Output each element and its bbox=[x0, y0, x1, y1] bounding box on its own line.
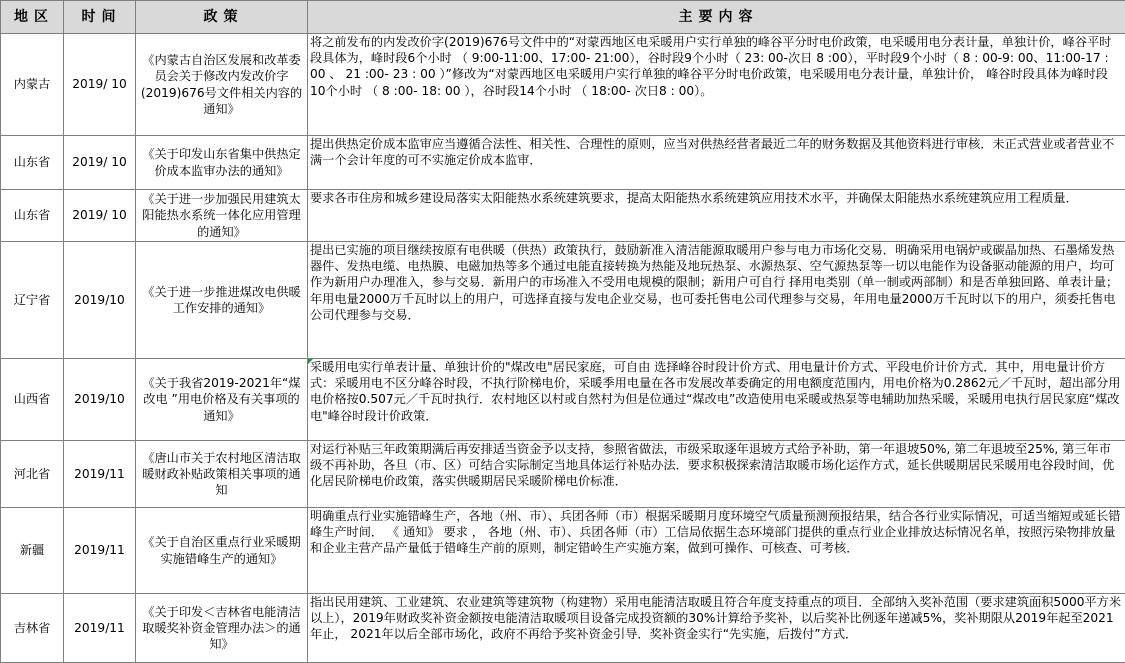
row-region: 山东省 bbox=[1, 190, 64, 242]
row-content: 提出供热定价成本监审应当遵循合法性、相关性、合理性的原则，应当对供热经营者最近二年的财务数据及其他资料进行审核．未正式营业或者营业不满一个会计年度的可不实施定价成本监审． bbox=[308, 136, 1125, 190]
table-row bbox=[1, 34, 1125, 136]
row-content-text: 采暖用电实行单表计量、单独计价的"煤改电"居民家庭，可自由 选择峰谷时段计价方式、用电量计价方式、平段电价计价方式．其中，用电量计价方式：采暖用电不区分峰谷时段，不执行阶梯电价，采暖季用电量在各市发展改革委确定的用电额度范围内，用电价格为0.2862元／千瓦时，超出部分用电价格按0.507元／千瓦时执行．农村地区以村或自然村为但是位通过“煤改电”改造使用电采暖或热泵等电辅助加热采暖，采暖用电执行居民家庭“煤改电"峰谷时段计价政策． bbox=[310, 360, 1121, 423]
row-content: 明确重点行业实施错峰生产，各地（州、市）、兵团各师（市）根据采暖期月度环境空气质量预测预报结果，结合各行业实际情况，可适当缩短或延长错峰生产时间． 《 通知》 要求 ， 各地（州、市）、兵团各师（市）工信局依据生态环境部门提供的重点行业企业排放达标情况名单，按照污染物排放量和企业主营产品产量低于错峰生产前的原则，制定错岭生产实施方案，做到可操作、可核查、可考核． bbox=[308, 508, 1125, 594]
row-time: 2019/11 bbox=[64, 441, 136, 508]
row-policy: 《关于印发山东省集中供热定价成本监审办法的通知》 bbox=[136, 136, 308, 190]
row-content: 指出民用建筑、工业建筑、农业建筑等建筑物（构建物）采用电能清洁取暖且符合年度支持重点的项目．全部纳入奖补范围（要求建筑面积5000平方米以上），2019年财政奖补资金额按电能清洁取暖项目设备完成投资额的30%计算给予奖补，以后奖补比例逐年递减5%，奖补期限从2019年起至2021年止， 2021年以后全部市场化，政府不再给予奖补资金引导．奖补资金实行“先实施，后拨付”方式． bbox=[308, 594, 1125, 663]
row-region: 河北省 bbox=[1, 441, 64, 508]
row-region: 辽宁省 bbox=[1, 242, 64, 359]
row-content: 提出已实施的项目继续按原有电供暖（供热）政策执行，鼓励新准入清洁能源取暖用户参与电力市场化交易．明确采用电锅炉或碳晶加热、石墨烯发热器件、发热电缆、电热膜、电磁加热等多个通过电能直接转换为热能及地玩热泵、水源热泵、空气源热泵等一切以电能作为设备驱动能源的用户，均可作为新用户办理准入，参与交易．新用户的市场准入不受用电规模的限制；新用户可自行 择用电类别（单一制或两部制）和是否单独回路、单表计量；年用电量2000万千瓦时以上的用户，可选择直接与发电企业交易，也可委托售电公司代理参与交易，年用电量2000万千瓦时以下的用户，须委托售电公司代理参与交易． bbox=[308, 242, 1125, 359]
row-policy: 《关于进一步加强民用建筑太阳能热水系统一体化应用管理的通知》 bbox=[136, 190, 308, 242]
table-row bbox=[1, 359, 1125, 441]
row-region: 内蒙古 bbox=[1, 34, 64, 136]
row-region: 山东省 bbox=[1, 136, 64, 190]
header-time: 时间 bbox=[64, 1, 136, 34]
table-row bbox=[1, 136, 1125, 190]
row-region: 吉林省 bbox=[1, 594, 64, 663]
row-time: 2019/11 bbox=[64, 594, 136, 663]
table-row bbox=[1, 508, 1125, 594]
row-time: 2019/11 bbox=[64, 508, 136, 594]
header-region: 地区 bbox=[1, 1, 64, 34]
row-time: 2019/ 10 bbox=[64, 136, 136, 190]
table-row bbox=[1, 594, 1125, 663]
row-time: 2019/ 10 bbox=[64, 190, 136, 242]
header-content: 主要内容 bbox=[308, 1, 1125, 34]
header-policy: 政策 bbox=[136, 1, 308, 34]
row-policy: 《内蒙古自治区发展和改革委员会关于修改内发改价字(2019)676号文件相关内容的通知》 bbox=[136, 34, 308, 136]
row-content bbox=[308, 359, 1125, 441]
row-time: 2019/10 bbox=[64, 359, 136, 441]
row-content: 对运行补贴三年政策期满后再安排适当资金予以支持，参照省做法，市级采取逐年退坡方式给予补助，第一年退坡50%, 第二年退坡至25%, 第三年市级不再补助，各旦（市、区）可结合实际制定当地具体运行补贴办法．要求积极探索清洁取暖市场化运作方式，延长供暖期居民采暖用电谷段时间，优化居民阶梯电价政策，落实供暖期居民采暖阶梯电价标准． bbox=[308, 441, 1125, 508]
row-policy: 《关于印发＜吉林省电能清洁取暖奖补资金管理办法＞的通知》 bbox=[136, 594, 308, 663]
row-policy: 《唐山市关于农村地区清洁取暖财政补贴政策相关事项的通知 bbox=[136, 441, 308, 508]
row-time: 2019/ 10 bbox=[64, 34, 136, 136]
row-region: 山西省 bbox=[1, 359, 64, 441]
table-row bbox=[1, 242, 1125, 359]
row-content: 要求各市住房和城乡建设局落实太阳能热水系统建筑要求，提高太阳能热水系统建筑应用技术水平，并确保太阳能热水系统建筑应用工程质量． bbox=[308, 190, 1125, 242]
row-policy: 《关于进一步推进煤改电供暖工作安排的通知》 bbox=[136, 242, 308, 359]
row-content: 将之前发布的内发改价字(2019)676号文件中的“对蒙西地区电采暖用户实行单独的峰谷平分时电价政策，电采暖用电分表计量，单独计价，峰谷平时段具体为，峰时段6个小时 （ 9:00-11:00、17:00- 21:00），谷时段9个小时（ 23: 00-次日 8 :00），平时段9个小时（ 8 : 00-9: 00、11:00-17 : 00 、 21 :00- 23 : 00 ）”修改为“对蒙西地区电采暖用户实行单独的峰谷平分时电价政策，电采暖用电分表计量，单独计价， 峰谷时段具体为峰时段10个小时 （ 8 :00- 18: 00 ），谷时段14个小时 （ 18:00- 次日8 : 00）。 bbox=[308, 34, 1125, 136]
table-header-row bbox=[1, 1, 1125, 34]
row-policy: 《关于我省2019-2021年“煤改电 ”用电价格及有关事项的通知》 bbox=[136, 359, 308, 441]
row-time: 2019/10 bbox=[64, 242, 136, 359]
cell-comment-marker bbox=[308, 359, 313, 364]
table-row bbox=[1, 190, 1125, 242]
table-row bbox=[1, 441, 1125, 508]
row-policy: 《关于自治区重点行业采暖期实施错峰生产的通知》 bbox=[136, 508, 308, 594]
row-region: 新疆 bbox=[1, 508, 64, 594]
